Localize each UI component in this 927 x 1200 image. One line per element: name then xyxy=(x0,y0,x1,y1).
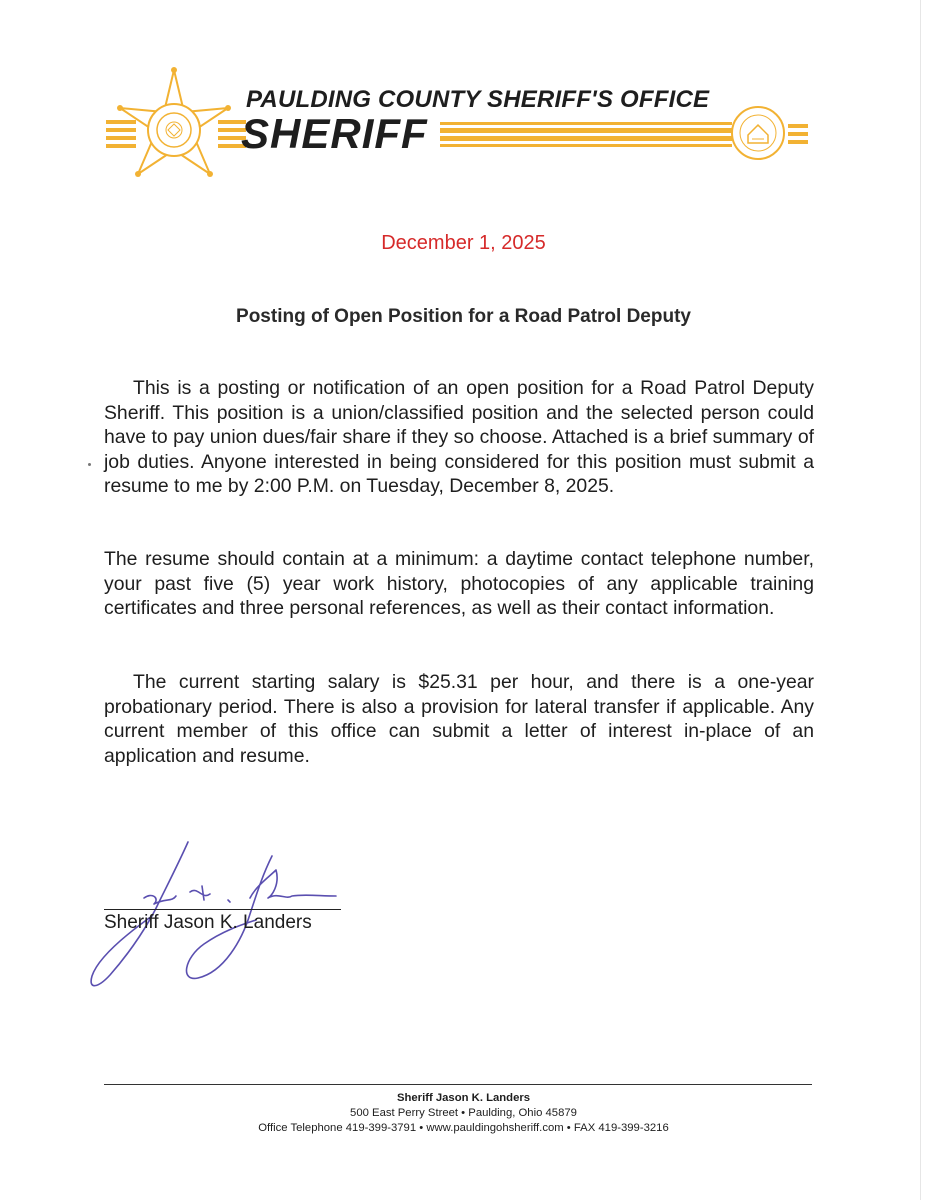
body-paragraph-2: The resume should contain at a minimum: a daytime contact telephone number, your past five (5) year work history, photocopies of any applicable training certificates and three personal references, as well as their contact information. xyxy=(104,548,814,619)
footer-address: 500 East Perry Street • Paulding, Ohio 45879 xyxy=(350,1107,577,1119)
office-name: PAULDING COUNTY SHERIFF'S OFFICE xyxy=(246,86,710,113)
gold-stripes-tail xyxy=(788,122,808,146)
footer-name: Sheriff Jason K. Landers xyxy=(396,1092,531,1104)
scan-speck xyxy=(88,463,91,466)
footer-rule xyxy=(104,1084,812,1085)
county-seal-icon xyxy=(730,105,786,161)
gold-stripes-left xyxy=(106,118,246,150)
signature-line xyxy=(104,909,341,910)
signer-name: Sheriff Jason K. Landers xyxy=(104,912,312,933)
letter-subject: Posting of Open Position for a Road Patrol Deputy xyxy=(236,306,691,327)
footer-contact: Office Telephone 419-399-3791 • www.pauldingohsheriff.com • FAX 419-399-3216 xyxy=(258,1122,669,1134)
letter-date: December 1, 2025 xyxy=(381,232,546,254)
body-paragraph-1: This is a posting or notification of an open position for a Road Patrol Deputy Sheriff. This position is a union/classified position and the selected person could have to pay union dues/fair share if they so choose. Attached is a brief summary of job duties. Anyone interested in being considered for this position must submit a resume to me by 2:00 P.M. on Tuesday, December 8, 2025. xyxy=(104,377,814,497)
body-paragraph-3: The current starting salary is $25.31 per hour, and there is a one-year probationary period. There is also a provision for lateral transfer if applicable. Any current member of this office can submit a letter of interest in-place of an application and resume. xyxy=(104,671,814,767)
gold-stripes-right xyxy=(440,120,732,148)
letterhead xyxy=(0,0,927,210)
sheriff-wordmark: SHERIFF xyxy=(241,110,428,157)
